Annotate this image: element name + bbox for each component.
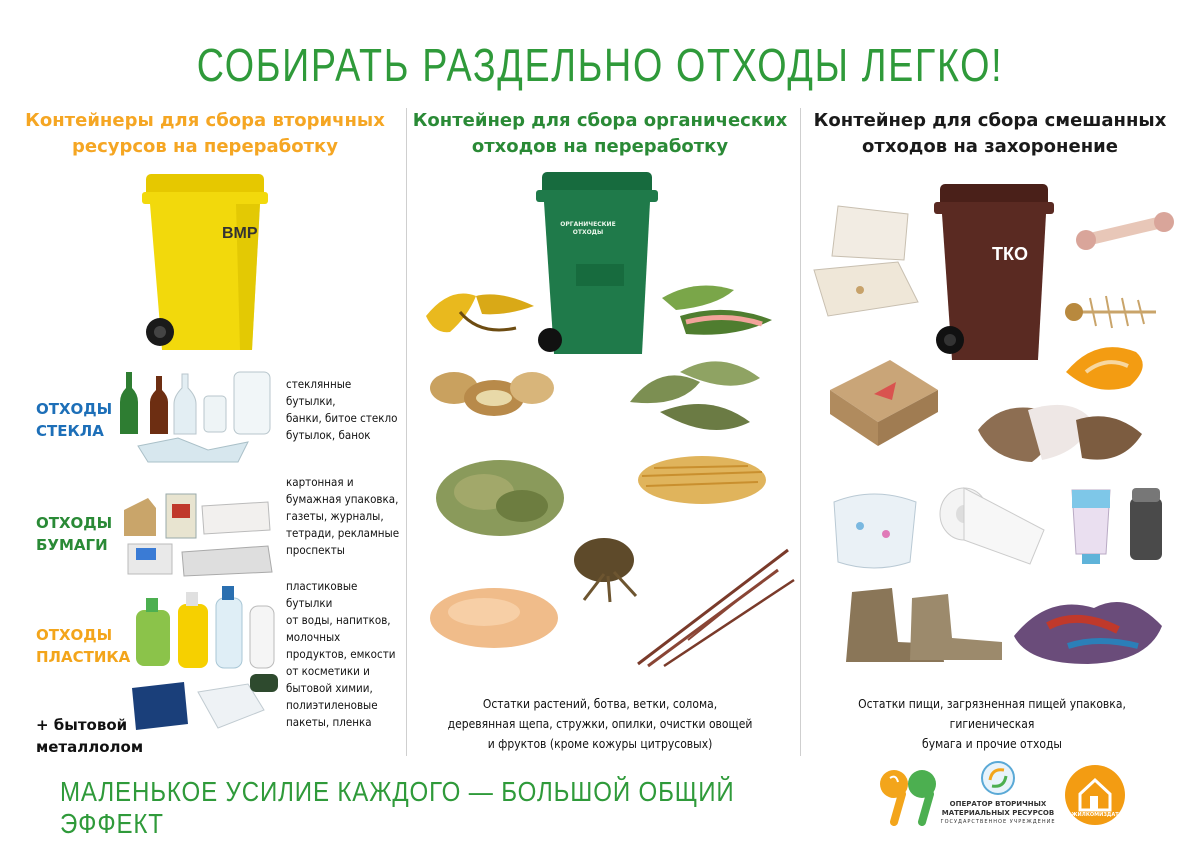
crumpled-paper-icon (972, 390, 1148, 472)
organic-heading-line1: Контейнер для сбора органических (412, 110, 788, 131)
organic-caption-line: деревянная щепа, стружки, опилки, очистки овощей (447, 717, 753, 731)
plastic-label-line2: ПЛАСТИКА (36, 648, 131, 666)
toilet-paper-icon (934, 480, 1058, 568)
paper-desc-line: проспекты (286, 543, 345, 557)
mixed-caption-line: бумага и прочие отходы (922, 737, 1062, 751)
wood-shavings-icon (424, 578, 564, 652)
paper-category-label (36, 512, 126, 556)
metal-extra-label (36, 714, 156, 758)
grass-clippings-icon (430, 446, 570, 542)
metal-label-line2: металлолом (36, 738, 144, 756)
slogan: МАЛЕНЬКОЕ УСИЛИЕ КАЖДОГО — БОЛЬШОЙ ОБЩИЙ ЭФФЕКТ (60, 776, 735, 839)
plastic-desc-line: полиэтиленовые (286, 698, 378, 712)
mixed-caption (828, 694, 1156, 754)
glass-desc-line: бутылок, банок (286, 428, 371, 442)
plastic-items-icon (128, 584, 284, 734)
brown-bin-icon (930, 180, 1058, 370)
bones-icon (1072, 200, 1176, 280)
straw-icon (632, 446, 770, 510)
glass-label-line2: СТЕКЛА (36, 422, 104, 440)
organic-caption-line: и фруктов (кроме кожуры цитрусовых) (487, 737, 713, 751)
glass-desc-line: стеклянные бутылки, (286, 377, 352, 408)
plastic-desc-line: пакеты, пленка (286, 715, 372, 729)
operator-line3: ГОСУДАРСТВЕННОЕ УЧРЕЖДЕНИЕ (940, 819, 1056, 825)
plastic-category-label (36, 624, 136, 668)
nine-nine-logo-icon (878, 764, 940, 826)
paper-items-icon (118, 488, 278, 580)
yellow-bin-icon (140, 170, 270, 365)
metal-label-line1: + бытовой (36, 716, 128, 734)
plastic-desc-line: от косметики и (286, 664, 370, 678)
plastic-desc-line: пластиковые (286, 579, 358, 593)
pizza-box-icon (820, 350, 944, 450)
organic-heading (405, 108, 795, 160)
paper-desc-line: тетради, рекламные (286, 526, 400, 540)
recycle-logo-icon (980, 760, 1016, 796)
operator-line2: МАТЕРИАЛЬНЫХ РЕСУРСОВ (941, 809, 1055, 817)
paper-desc-line: бумажная упаковка, (286, 492, 399, 506)
column-divider-left (406, 108, 407, 756)
glass-category-label (36, 398, 126, 442)
mixed-caption-line: Остатки пищи, загрязненная пищей упаковка, гигиеническая (858, 697, 1126, 731)
paper-desc-line: газеты, журналы, (286, 509, 384, 523)
watermelon-rind-icon (656, 276, 776, 342)
recyclables-heading (20, 108, 390, 160)
page-title: СОБИРАТЬ РАЗДЕЛЬНО ОТХОДЫ ЛЕГКО! (196, 39, 1004, 91)
paper-label-line2: БУМАГИ (36, 536, 108, 554)
green-bin-label-line1: ОРГАНИЧЕСКИЕ (560, 221, 616, 228)
organic-heading-line2: отходов на переработку (471, 136, 729, 157)
yellow-bin-label: ВМР (222, 225, 258, 242)
organic-caption-line: Остатки растений, ботва, ветки, солома, (482, 697, 718, 711)
plastic-label-line1: ОТХОДЫ (36, 626, 113, 644)
deodorant-icon (1124, 484, 1168, 564)
paper-description (286, 474, 403, 559)
dry-leaves-icon (620, 352, 770, 442)
recyclables-heading-line2: ресурсов на переработку (71, 136, 338, 157)
recyclables-heading-line1: Контейнеры для сбора вторичных (25, 110, 385, 131)
glass-description (286, 376, 403, 444)
branches-icon (628, 540, 798, 670)
mixed-heading-line2: отходов на захоронение (862, 136, 1118, 157)
mixed-heading-line1: Контейнер для сбора смешанных (813, 110, 1167, 131)
old-boots-icon (832, 572, 1012, 668)
paper-label-line1: ОТХОДЫ (36, 514, 113, 532)
green-bin-label-line2: ОТХОДЫ (572, 229, 604, 236)
paper-desc-line: картонная и (286, 475, 354, 489)
glass-label-line1: ОТХОДЫ (36, 400, 113, 418)
plastic-desc-line: от воды, напитков, (286, 613, 391, 627)
plastic-desc-line: продуктов, емкости (286, 647, 396, 661)
potato-peels-icon (424, 358, 560, 426)
glass-bottles-icon (118, 366, 278, 466)
green-bin-icon (532, 168, 662, 363)
plastic-desc-line: бутылки (286, 596, 333, 610)
brown-bin-label: ТКО (992, 244, 1028, 264)
mixed-heading (805, 108, 1175, 160)
organic-caption (438, 694, 762, 754)
operator-line1: ОПЕРАТОР ВТОРИЧНЫХ (949, 800, 1047, 808)
food-container-icon (808, 200, 924, 326)
banana-peel-icon (420, 276, 540, 346)
plastic-desc-line: бытовой химии, (286, 681, 373, 695)
housing-logo-text: ЖИЛКОМИЗДАТ (1071, 812, 1119, 818)
plastic-description (286, 578, 403, 731)
column-divider-right (800, 108, 801, 756)
glass-desc-line: банки, битое стекло (286, 411, 398, 425)
operator-logo-text (938, 800, 1058, 827)
plastic-desc-line: молочных (286, 630, 341, 644)
cosmetic-tube-icon (1066, 484, 1116, 568)
diaper-icon (826, 482, 922, 576)
old-clothes-icon (1008, 586, 1168, 668)
